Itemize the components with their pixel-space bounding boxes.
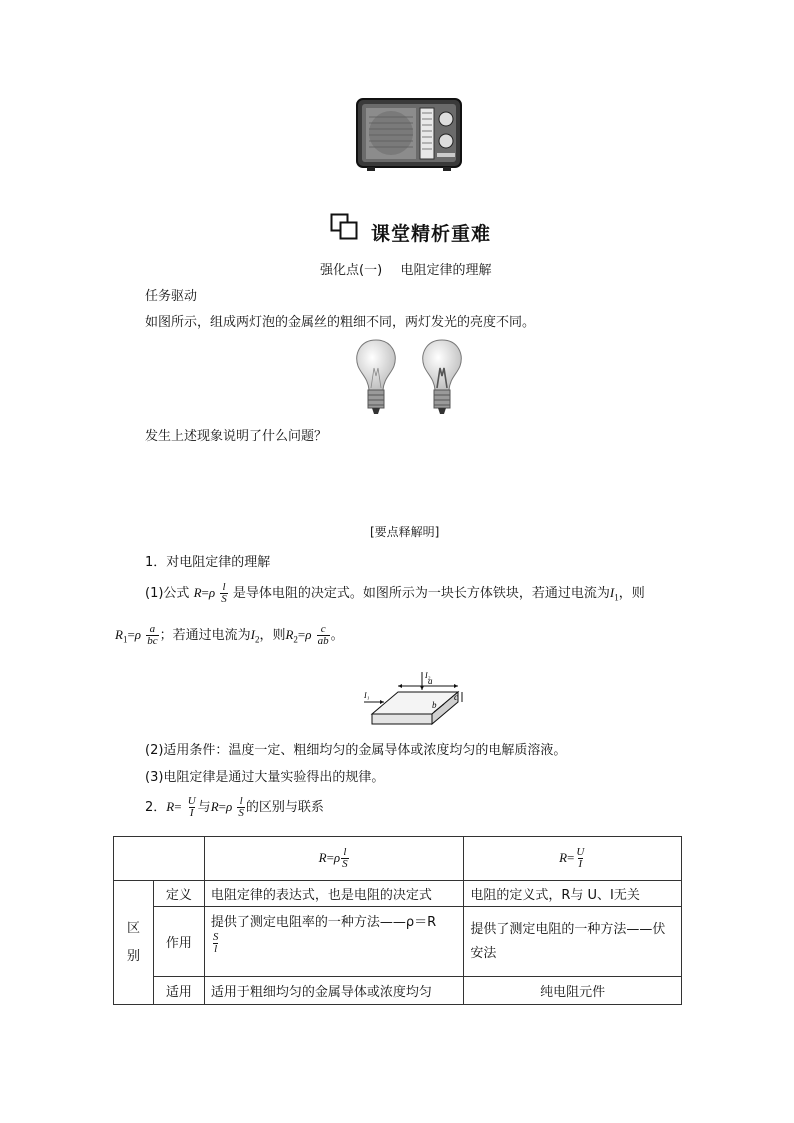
table-header-row [114, 837, 682, 881]
group-label: 区 别 [114, 881, 154, 1005]
section-title: 课堂精析重难 [371, 223, 492, 245]
point-topic: 电阻定律的理解 [400, 263, 492, 278]
item1-title: 1．对电阻定律的理解 [145, 555, 271, 570]
task-description: 如图所示，组成两灯泡的金属丝的粗细不同，两灯发光的亮度不同。 [145, 315, 536, 330]
row-definition-col2: 电阻的定义式，R与 U、I无关 [464, 881, 682, 907]
radio-image [355, 97, 463, 173]
row-label-function: 作用 [153, 907, 204, 977]
point-label: 强化点(一) [320, 263, 383, 278]
row-function-col1: 提供了测定电阻率的一种方法——ρ＝R $\frac{S}{l}$ [204, 907, 463, 977]
table-row [114, 977, 682, 1005]
task-question: 发生上述现象说明了什么问题？ [145, 429, 328, 444]
row-scope-col2: 纯电阻元件 [464, 977, 682, 1005]
section-icon [330, 213, 360, 241]
task-heading: 任务驱动 [145, 289, 198, 304]
table-row [114, 881, 682, 907]
row-scope-col1: 适用于粗细均匀的金属导体或浓度均匀 [204, 977, 463, 1005]
row-label-definition: 定义 [153, 881, 204, 907]
row-label-scope: 适用 [153, 977, 204, 1005]
iron-block-diagram [358, 666, 470, 730]
label-b: b [432, 700, 437, 710]
paragraph-1-line2: $R_1=\rho$ $\frac{a}{bc}$ ；若通过电流为$I_2$，则$R_2=\rho$ $\frac{c}{ab}$ 。 [115, 623, 344, 647]
paragraph-2: (2)适用条件：温度一定、粗细均匀的金属导体或浓度均匀的电解质溶液。 [145, 743, 567, 758]
header-formula-1: R=ρ $\frac{l}{S}$ [204, 837, 463, 881]
bulbs-image [352, 338, 472, 416]
label-I2: I₂ [425, 671, 431, 680]
comparison-table [113, 836, 682, 1005]
header-empty-cell [114, 837, 205, 881]
paragraph-3: (3)电阻定律是通过大量实验得出的规律。 [145, 770, 385, 785]
paragraph-1-line1: (1)公式 R=ρ $\frac{l}{S}$ 是导体电阻的决定式。如图所示为一块长方体铁块，若通过电流为$I_1$，则 [145, 581, 645, 605]
label-c: c [454, 692, 458, 702]
point-heading [320, 259, 491, 278]
row-definition-col1: 电阻定律的表达式，也是电阻的决定式 [204, 881, 463, 907]
explain-heading: [要点释解明] [370, 525, 440, 539]
fraction-c-over-ab: $\frac{c}{ab}$ [317, 623, 329, 647]
fraction-U-over-I: $\frac{U}{I}$ [187, 795, 196, 819]
label-I1: I₁ [364, 691, 370, 700]
fraction-l-over-S: $\frac{l}{S}$ [221, 581, 227, 605]
fraction-l-over-S-2: $\frac{l}{S}$ [238, 795, 244, 819]
label-a: a [428, 676, 433, 686]
fraction-a-over-bc: $\frac{a}{bc}$ [147, 623, 158, 647]
item2-title: 2．R= $\frac{U}{I}$ 与R=ρ $\frac{l}{S}$ 的区别与联系 [145, 795, 324, 819]
header-formula-2: R= $\frac{U}{I}$ [464, 837, 682, 881]
table-row [114, 907, 682, 977]
row-function-col2: 提供了测定电阻的一种方法——伏安法 [464, 907, 682, 977]
